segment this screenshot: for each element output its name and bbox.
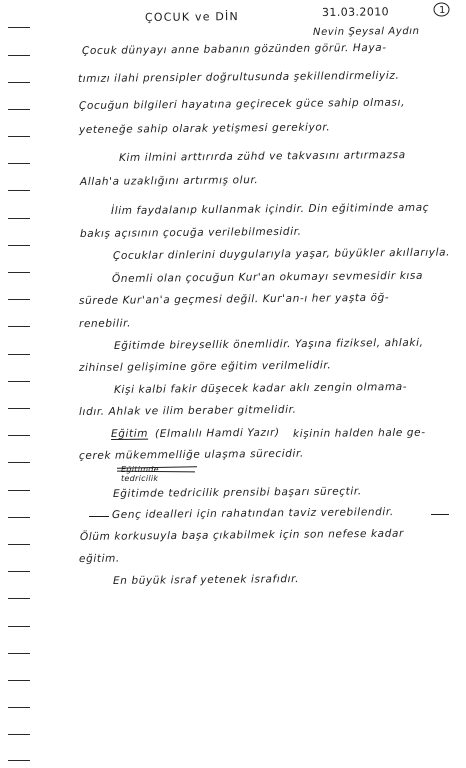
text-line: İlim faydalanıp kullanmak içindir. Din eğitiminde amaç <box>110 201 430 217</box>
text-line: renebilir. <box>78 317 132 330</box>
text-line: Eğitimde tedricilik prensibi başarı süreçtir. <box>112 485 362 500</box>
margin-tick <box>8 190 30 191</box>
margin-tick <box>8 326 30 327</box>
struck-out-text <box>117 464 197 483</box>
text-line: tımızı ilahi prensipler doğrultusunda şekillendirmeliyiz. <box>77 69 400 85</box>
margin-tick <box>8 299 30 300</box>
text-line: Genç idealleri için rahatından taviz verebilendir. <box>111 506 394 521</box>
margin-tick <box>8 163 30 164</box>
text-line: Çocuk dünyayı anne babanın gözünden görür. Haya- <box>81 41 387 57</box>
text-line: kişinin halden hale ge- <box>292 426 426 440</box>
text-line: zihinsel gelişimine göre eğitim verilmelidir. <box>78 359 332 374</box>
text-line: En büyük israf yetenek israfıdır. <box>112 573 300 587</box>
page-number: 1 <box>439 5 446 16</box>
margin-tick <box>8 490 30 491</box>
text-line: Kişi kalbi fakir düşecek kadar aklı zengin olmama- <box>113 380 408 396</box>
margin-tick <box>8 136 30 137</box>
text-line: Allah'a uzaklığını artırmış olur. <box>79 174 259 188</box>
margin-tick <box>8 653 30 654</box>
page-title: ÇOCUK ve DİN <box>144 10 239 24</box>
margin-ticks <box>0 0 40 768</box>
text-line: Çocuğun bilgileri hayatına geçirecek güce sahip olması, <box>78 96 406 112</box>
struck-text: Eğitimde tedricilik <box>121 465 159 483</box>
page-number-circle <box>433 2 450 17</box>
text-line: eğitim. <box>78 552 120 565</box>
text-line: bakış açısının çocuğa verilebilmesidir. <box>79 225 302 240</box>
margin-tick <box>8 354 30 355</box>
text-line: lıdır. Ahlak ve ilim beraber gitmelidir. <box>78 403 297 418</box>
text-line: sürede Kur'an'a geçmesi değil. Kur'an-ı her yaşta öğ- <box>78 291 390 307</box>
margin-tick <box>8 55 30 56</box>
margin-tick <box>8 27 30 28</box>
dash-mark <box>89 516 109 517</box>
text-line: Ölüm korkusuyla başa çıkabilmek için son nefese kadar <box>79 527 404 543</box>
margin-tick <box>8 408 30 409</box>
underlined-word: Eğitim <box>110 427 149 440</box>
text-line: (Elmalılı Hamdi Yazır) <box>154 426 280 440</box>
margin-tick <box>8 218 30 219</box>
author-signature: Nevin Şeysal Aydın <box>312 25 420 38</box>
margin-tick <box>8 82 30 83</box>
margin-tick <box>8 707 30 708</box>
margin-tick <box>8 462 30 463</box>
text-line: Kim ilmini arttırırda zühd ve takvasını artırmazsa <box>118 148 406 164</box>
margin-tick <box>8 734 30 735</box>
text-line: yeteneğe sahip olarak yetişmesi gerekiyor. <box>78 121 331 136</box>
margin-tick <box>8 381 30 382</box>
margin-tick <box>8 435 30 436</box>
text-line: Önemli olan çocuğun Kur'an okumayı sevmesidir kısa <box>111 269 424 285</box>
margin-tick <box>8 680 30 681</box>
margin-tick <box>8 626 30 627</box>
text-line: çerek mükemmelliğe ulaşma sürecidir. <box>78 447 304 462</box>
margin-tick <box>8 245 30 246</box>
text-line: Çocuklar dinlerini duygularıyla yaşar, büyükler akıllarıyla. <box>112 246 451 262</box>
margin-tick <box>8 272 30 273</box>
margin-tick <box>8 544 30 545</box>
text-line: Eğitimde bireysellik önemlidir. Yaşına fiziksel, ahlaki, <box>113 336 424 352</box>
margin-tick <box>8 109 30 110</box>
margin-tick <box>8 598 30 599</box>
margin-tick <box>8 760 30 761</box>
margin-tick <box>8 517 30 518</box>
dash-mark <box>431 514 449 515</box>
margin-tick <box>8 571 30 572</box>
date: 31.03.2010 <box>321 5 390 19</box>
